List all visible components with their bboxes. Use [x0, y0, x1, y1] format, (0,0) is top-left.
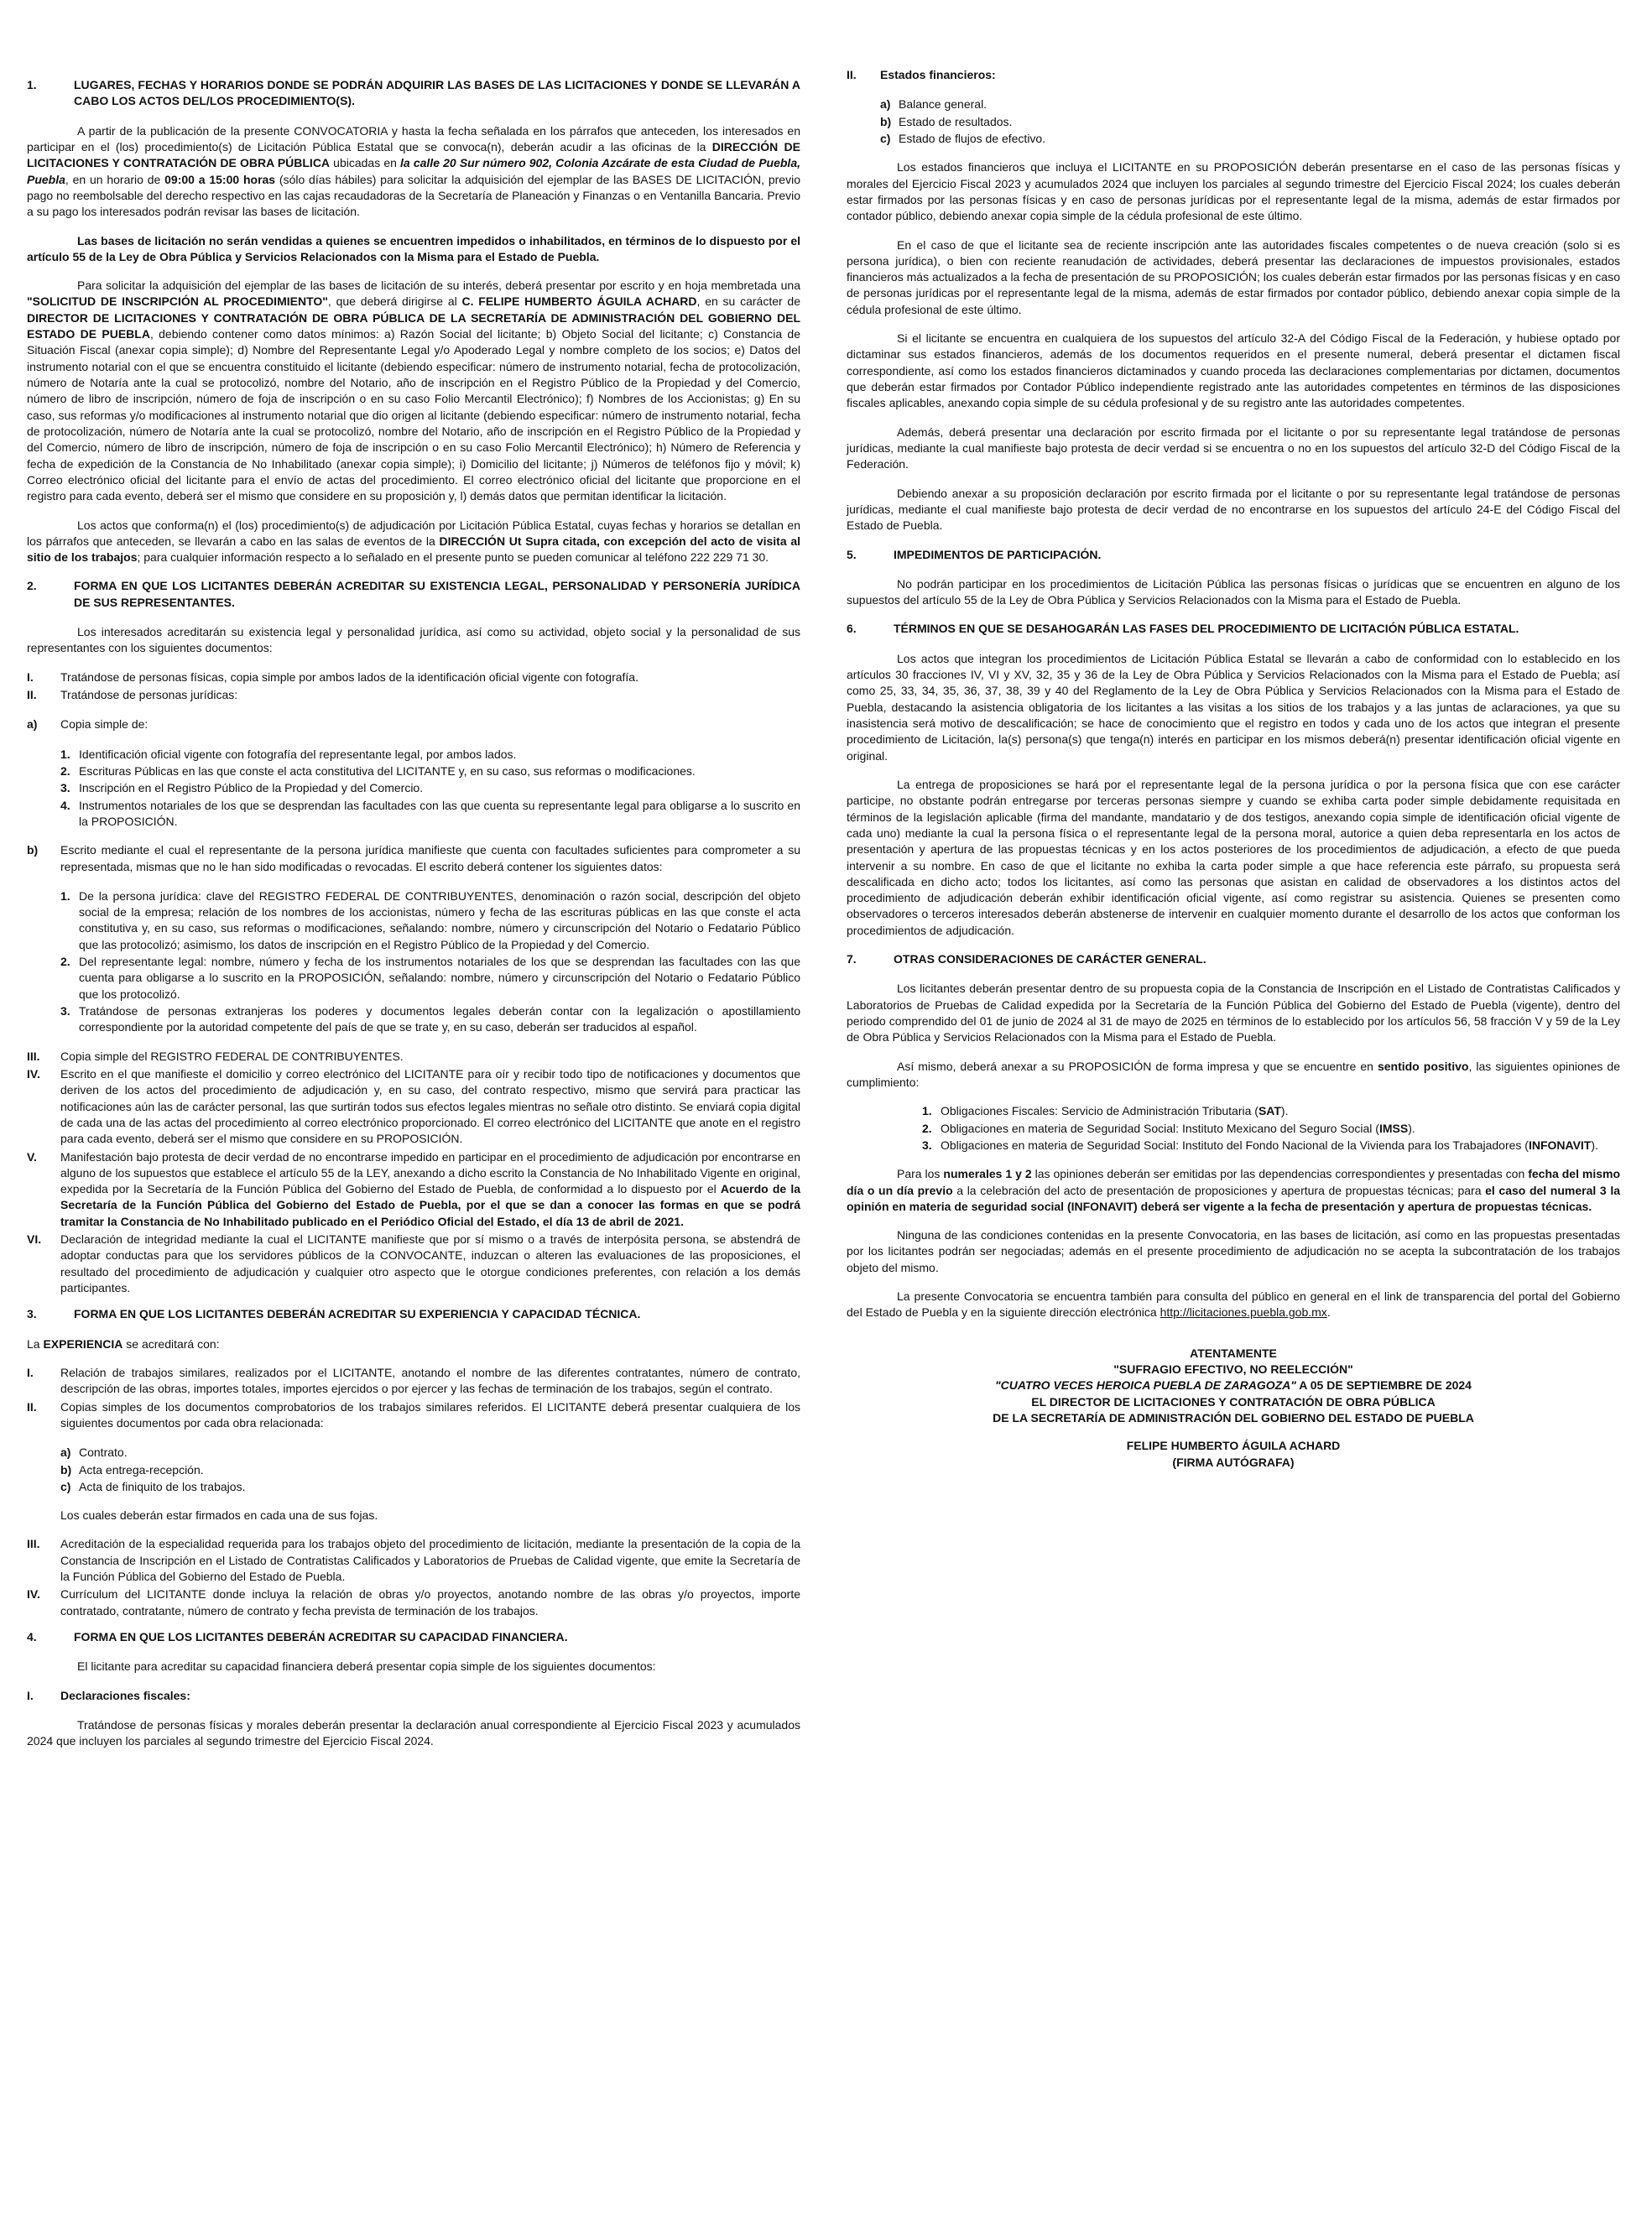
section-7-heading: 7. OTRAS CONSIDERACIONES DE CARÁCTER GENERAL.: [847, 952, 1206, 966]
list-item: a) Copia simple de:: [27, 717, 149, 732]
list-item: I. Tratándose de personas físicas, copia simple por ambos lados de la identificación oficial vigente con fotografía.: [27, 669, 638, 684]
section-1-heading: 1. LUGARES, FECHAS Y HORARIOS DONDE SE PODRÁN ADQUIRIR LAS BASES DE LAS LICITACIONES Y DONDE SE LLEVARÁN A CABO LOS ACTOS DEL/LOS PROCEDIMIENTO(S).: [27, 78, 800, 108]
financial-paragraph-5: Debiendo anexar a su proposición declaración por escrito firmada por el licitante o por su representante legal tratándose de personas jurídicas, mediante el cual manifieste bajo protesta de decir verdad de no encontrarse en los supuestos del artículo 24-E del Código Fiscal del Estado de Puebla.: [847, 486, 1620, 533]
section-6-heading: 6. TÉRMINOS EN QUE SE DESAHOGARÁN LAS FASES DEL PROCEDIMIENTO DE LICITACIÓN PÚBLICA ESTATAL.: [847, 622, 1519, 636]
list-item: 2. Obligaciones en materia de Seguridad Social: Instituto Mexicano del Seguro Social (IMSS).: [922, 1121, 1415, 1135]
financial-paragraph-2: En el caso de que el licitante sea de reciente inscripción ante las autoridades fiscales competentes o de nueva creación (solo si es persona jurídica), o bien con reciente reanudación de actividades, deberá presentar las declaraciones de impuestos provisionales, estados financieros más actualizados a la fecha de presentación de su PROPOSICIÓN; los cuales deberán estar firmados por las personas físicas y en caso de personas jurídicas por el representante legal de la misma, además de estar firmados por contador público, debiendo anexar copia simple de la cédula profesional de este último.: [847, 237, 1620, 316]
section-7-paragraph-5: La presente Convocatoria se encuentra también para consulta del público en general en el link de transparencia del portal del Gobierno del Estado de Puebla y en la siguiente dirección electrónica http://licitaciones.puebla.gob.mx.: [847, 1289, 1620, 1320]
list-item: 1. Obligaciones Fiscales: Servicio de Administración Tributaria (SAT).: [922, 1104, 1289, 1118]
list-item: I. Relación de trabajos similares, realizados por el LICITANTE, anotando el nombre de las diferentes contratantes, número de contrato, descripción de las obras, importes totales, importes ejercidos o por ejercer y las fechas de terminación de los trabajos, según el contrato.: [27, 1365, 800, 1396]
list-item: 4. Instrumentos notariales de los que se desprendan las facultades con las que cuenta su representante legal para obligarse a lo suscrito en la PROPOSICIÓN.: [60, 798, 800, 828]
list-item: b) Acta entrega-recepción.: [60, 1462, 204, 1477]
financial-paragraph-3: Si el licitante se encuentra en cualquiera de los supuestos del artículo 32-A del Código Fiscal de la Federación, y hubiese optado por dictaminar sus estados financieros, además de los documentos requeridos en el presente numeral, deberá presentar el dictamen fiscal correspondiente, así como los estados financieros dictaminados y cuando proceda las declaraciones complementarias por dictamen, documentos que deberán estar firmados por Contador Público independiente registrado ante las autoridades competentes en términos de las disposiciones fiscales aplicables, anexando copia simple de su cédula profesional y de su registro ante las autoridades competentes.: [847, 331, 1620, 410]
section-1-paragraph-4: Los actos que conforma(n) el (los) procedimiento(s) de adjudicación por Licitación Pública Estatal, cuyas fechas y horarios se detallan en los párrafos que anteceden, se llevarán a cabo en las salas de eventos de la DIRECCIÓN Ut Supra citada, con excepción del acto de visita al sitio de los trabajos; para cualquier información respecto a lo señalado en el presente punto se pueden comunicar al teléfono 222 229 71 30.: [27, 518, 800, 565]
section-6-paragraph-2: La entrega de proposiciones se hará por el representante legal de la persona jurídica o por la persona física que con ese carácter participe, no obstante podrán entregarse por terceras personas siempre y cuando se exhiba carta poder simple debidamente requisitada en términos de la legislación aplicable (firma del mandante, mandatario y de dos testigos, anexando copia simple de identificación oficial vigente de cada uno) mediante la cual la persona física o el representante legal de la persona moral, autorice a quien deba representarla en los actos de presentación y apertura de las propuestas técnicas y en los actos posteriores de los procedimientos de adjudicación, a efecto de que pueda intervenir a su nombre. En caso de que el licitante no exhiba la carta poder simple a que hace referencia este párrafo, su propuesta será descalificada en dicho acto; todos los licitantes, así como las personas que asistan en calidad de observadores a los distintos actos del procedimiento de adjudicación deberán exhibir identificación oficial vigente, así como registrar su asistencia. Quienes se presenten como observadores o terceros interesados deberán abstenerse de intervenir en cualquier momento durante el desarrollo de los actos que conforman los procedimientos de adjudicación.: [847, 777, 1620, 937]
section-4-heading: 4. FORMA EN QUE LOS LICITANTES DEBERÁN ACREDITAR SU CAPACIDAD FINANCIERA.: [27, 1630, 568, 1643]
list-item: II. Copias simples de los documentos comprobatorios de los trabajos similares referidos. El LICITANTE deberá presentar cualquiera de los siguientes documentos por cada obra relacionada:: [27, 1399, 800, 1430]
financial-paragraph-4: Además, deberá presentar una declaración por escrito firmada por el licitante o por su representante legal tratándose de personas jurídicas, mediante la cual manifieste bajo protesta de decir verdad si se encuentra o no en los supuestos del artículo 32-D del Código Fiscal de la Federación.: [847, 425, 1620, 471]
list-item: 3. Tratándose de personas extranjeras los poderes y documentos legales deberán contar con la legalización o apostillamiento correspondiente por la autoridad competente del país de que se trate y, en su caso, deberán ser traducidos al español.: [60, 1004, 800, 1034]
section-4-intro: El licitante para acreditar su capacidad financiera deberá presentar copia simple de los siguientes documentos:: [77, 1659, 656, 1674]
transparency-link[interactable]: http://licitaciones.puebla.gob.mx: [1160, 1305, 1327, 1320]
signature-block: ATENTAMENTE "SUFRAGIO EFECTIVO, NO REELECCIÓN" "CUATRO VECES HEROICA PUEBLA DE ZARAGOZA" A 05 DE SEPTIEMBRE DE 2024 EL DIRECTOR DE LICITACIONES Y CONTRATACIÓN DE OBRA PÚBLICA DE LA SECRETARÍA DE ADMINISTRACIÓN DEL GOBIERNO DEL ESTADO DE PUEBLA FELIPE HUMBERTO ÁGUILA ACHARD (FIRMA AUTÓGRAFA): [847, 1346, 1620, 1471]
section-7-paragraph-4: Ninguna de las condiciones contenidas en la presente Convocatoria, en las bases de licitación, así como en las propuestas presentadas por los licitantes podrán ser negociadas; además en el presente procedimiento de adjudicación no se acepta la subcontratación de los trabajos objeto del mismo.: [847, 1228, 1620, 1274]
list-item: b) Escrito mediante el cual el representante de la persona jurídica manifieste que cuenta con facultades suficientes para comprometer a su representada, mismas que no le han sido modificadas o revocadas. El escrito deberá contener los siguientes datos:: [27, 843, 800, 873]
sublist-financial: [847, 96, 1620, 147]
section-1-paragraph-1: A partir de la publicación de la presente CONVOCATORIA y hasta la fecha señalada en los párrafos que anteceden, los interesados en participar en el (los) procedimiento(s) de Licitación Pública Estatal que se convoca(n), deberán acudir a las oficinas de la DIRECCIÓN DE LICITACIONES Y CONTRATACIÓN DE OBRA PÚBLICA ubicadas en la calle 20 Sur número 902, Colonia Azcárate de esta Ciudad de Puebla, Puebla, en un horario de 09:00 a 15:00 horas (sólo días hábiles) para solicitar la adquisición del ejemplar de las BASES DE LICITACIÓN, previo pago no reembolsable del derecho respectivo en las cajas recaudadoras de la Secretaría de Planeación y Finanzas o en Ventanilla Bancaria. Previo a su pago los interesados podrán revisar las bases de licitación.: [27, 123, 800, 219]
section-2-heading: 2. FORMA EN QUE LOS LICITANTES DEBERÁN ACREDITAR SU EXISTENCIA LEGAL, PERSONALIDAD Y PERSONERÍA JURÍDICA DE SUS REPRESENTANTES.: [27, 579, 800, 609]
document-page: [27, 67, 1621, 2202]
list-item: 2. Del representante legal: nombre, número y fecha de los instrumentos notariales de los que se desprendan las facultades con las que cuenta para obligarse a lo suscrito en la PROPOSICIÓN, señalando: nombre, número y circunscripción del Notario o Fedatario Público que los protocolizó.: [60, 955, 800, 1001]
list-item: 1. De la persona jurídica: clave del REGISTRO FEDERAL DE CONTRIBUYENTES, denominación o razón social, descripción del objeto social de la empresa; relación de los nombres de los accionistas, número y fecha de las escrituras públicas en las que conste el acta constitutiva y, en su caso, sus reformas o modificaciones, señalando: nombre, número y circunscripción del Notario o Fedatario Público que las protocolizó; asimismo, los datos de inscripción en el Registro Público de la Propiedad y del Comercio.: [60, 888, 800, 951]
section-7-paragraph-3: Para los numerales 1 y 2 las opiniones deberán ser emitidas por las dependencias correspondientes y presentadas con fecha del mismo día o un día previo a la celebración del acto de presentación de proposiciones y apertura de propuestas técnicas; para el caso del numeral 3 la opinión en materia de seguridad social (INFONAVIT) deberá ser vigente a la fecha de presentación y apertura de propuestas técnicas.: [847, 1167, 1621, 1213]
section-5-heading: 5. IMPEDIMENTOS DE PARTICIPACIÓN.: [847, 547, 1102, 561]
list-item: V. Manifestación bajo protesta de decir verdad de no encontrarse impedido en participar en el procedimiento de adjudicación por encontrarse en alguno de los supuestos que establece el artículo 55 de la LEY, anexando a dicho escrito la Constancia de No Inhabilitado Vigente en original, expedida por la Secretaría de la Función Pública del Gobierno del Estado de Puebla, de conformidad a lo dispuesto por el Acuerdo de la Secretaría de la Función Pública del Gobierno del Estado de Puebla, por el que se dan a conocer las formas en que se podrá tramitar la Constancia de No Inhabilitado publicado en el Periódico Oficial del Estado, el día 13 de abril de 2021.: [27, 1149, 800, 1228]
section-4-paragraph: Tratándose de personas físicas y morales deberán presentar la declaración anual correspondiente al Ejercicio Fiscal 2023 y acumulados 2024 que incluyen los parciales al segundo trimestre del Ejercicio Fiscal 2024.: [27, 1717, 800, 1748]
financial-paragraph-1: Los estados financieros que incluya el LICITANTE en su PROPOSICIÓN deberán presentarse en el caso de las personas físicas y morales del Ejercicio Fiscal 2023 y acumulados 2024 que incluyen los parciales al segundo trimestre del Ejercicio Fiscal 2024; los cuales deberán estar firmados por las personas físicas y en caso de personas jurídicas por el representante legal de la misma, además de estar firmados por contador público, debiendo anexar copia simple de la cédula profesional de este último.: [847, 160, 1620, 223]
list-item: 2. Escrituras Públicas en las que conste el acta constitutiva del LICITANTE y, en su caso, sus reformas o modificaciones.: [60, 763, 696, 778]
list-item: 1. Identificación oficial vigente con fotografía del representante legal, por ambos lados.: [60, 747, 517, 761]
left-column: [27, 67, 800, 2202]
list-item: VI. Declaración de integridad mediante la cual el LICITANTE manifieste que por sí mismo o a través de interpósita persona, se abstendrá de adoptar conductas para que los servidores públicos de la CONVOCANTE, induzcan o alteren las evaluaciones de las proposiciones, el resultado del procedimiento de adjudicación y cualquier otro aspecto que le otorgue condiciones preferentes, con relación a los demás participantes.: [27, 1232, 800, 1294]
section-3-heading: 3. FORMA EN QUE LOS LICITANTES DEBERÁN ACREDITAR SU EXPERIENCIA Y CAPACIDAD TÉCNICA.: [27, 1307, 641, 1321]
firm-note: Los cuales deberán estar firmados en cada una de sus fojas.: [60, 1508, 378, 1523]
list-item: a) Balance general.: [880, 97, 988, 112]
list-item: II. Tratándose de personas jurídicas:: [27, 688, 238, 701]
section-6-paragraph-1: Los actos que integran los procedimientos de Licitación Pública Estatal se llevarán a cabo de conformidad con lo establecido en los artículos 30 fracciones IV, VI y XV, 32, 35 y 36 de la Ley de Obra Pública y Servicios Relacionados con la Misma para el Estado de Puebla; así como 25, 33, 34, 35, 36, 37, 38, 39 y 40 del Reglamento de la Ley de Obra Pública y Servicios Relacionados con la Misma para el Estado de Puebla, destacando la asistencia obligatoria de los licitantes a las visitas a los sitios de los trabajos y a las juntas de aclaraciones, ya que su inasistencia será motivo de descalificación; se hace de conocimiento que el registro en todos y cada uno de los actos que integran el presente procedimiento de Licitación, la(s) persona(s) que tenga(n) interés en participar en los mismos deberá(n) presentar identificación oficial vigente en original.: [847, 651, 1620, 763]
section-7-paragraph-1: Los licitantes deberán presentar dentro de su propuesta copia de la Constancia de Inscripción en el Listado de Contratistas Calificados y Laboratorios de Pruebas de Calidad expedida por la Secretaría de la Función Pública del Gobierno del Estado de Puebla (vigente), dentro del periodo comprendido del 01 de junio de 2024 al 31 de mayo de 2025 en términos de lo establecido por los artículos 56, 58 fracción V y 59 de la Ley de Obra Pública y Servicios Relacionados con la Misma para el Estado de Puebla.: [847, 982, 1620, 1044]
sublist-a: [27, 747, 800, 831]
list-item: 3. Obligaciones en materia de Seguridad Social: Instituto del Fondo Nacional de la Vivienda para los Trabajadores (INFONAVIT).: [922, 1138, 1598, 1152]
list-item: a) Contrato.: [60, 1445, 128, 1460]
section-2-intro: Los interesados acreditarán su existencia legal y personalidad jurídica, así como su actividad, objeto social y la personalidad de sus representantes con los siguientes documentos:: [27, 625, 800, 655]
signer-name: FELIPE HUMBERTO ÁGUILA ACHARD: [1126, 1439, 1341, 1453]
list-item: II. Estados financieros:: [847, 68, 996, 81]
list-item: III. Copia simple del REGISTRO FEDERAL DE CONTRIBUYENTES.: [27, 1049, 404, 1063]
list-item: I. Declaraciones fiscales:: [27, 1688, 190, 1702]
list-item: c) Acta de finiquito de los trabajos.: [60, 1479, 246, 1493]
section-3-intro: La EXPERIENCIA se acreditará con:: [27, 1336, 220, 1351]
list-item: b) Estado de resultados.: [880, 114, 1013, 128]
section-1-paragraph-2: Las bases de licitación no serán vendidas a quienes se encuentren impedidos o inhabilitados, en términos de lo dispuesto por el artículo 55 de la Ley de Obra Pública y Servicios Relacionados con la Misma para el Estado de Puebla.: [27, 233, 800, 263]
list-item: IV. Escrito en el que manifieste el domicilio y correo electrónico del LICITANTE para oír y recibir todo tipo de notificaciones y documentos que deriven de los actos del procedimiento de adjudicación y, en su caso, del contrato respectivo, mismo que servirá para practicar las notificaciones aún las de carácter personal, las que surtirán todos sus efectos legales mientras no señale otro distinto. Se enviará copia digital de cada una de las actas del procedimiento al correo electrónico proporcionado. El correo electrónico del LICITANTE que anote en el registro para cada evento, deberá ser el mismo que considere en su PROPOSICIÓN.: [27, 1066, 800, 1146]
section-5-paragraph: No podrán participar en los procedimientos de Licitación Pública las personas físicas o jurídicas que se encuentren en alguno de los supuestos del artículo 55 de la Ley de Obra Pública y Servicios Relacionados con la Misma para el Estado de Puebla.: [847, 576, 1620, 607]
list-item: 3. Inscripción en el Registro Público de la Propiedad y del Comercio.: [60, 781, 424, 795]
list-item: c) Estado de flujos de efectivo.: [880, 131, 1046, 145]
list-item: III. Acreditación de la especialidad requerida para los trabajos objeto del procedimiento de licitación, mediante la presentación de la copia de la Constancia de Inscripción en el Listado de Contratistas Calificados y Laboratorios de Pruebas de Calidad vigente, que emite la Secretaría de la Función Pública del Gobierno del Estado de Puebla.: [27, 1537, 800, 1584]
sublist-b: [27, 888, 800, 1036]
opinions-list: [847, 1103, 1620, 1154]
right-column: [847, 67, 1620, 2202]
section-1-paragraph-3: Para solicitar la adquisición del ejemplar de las bases de licitación de su interés, deberá presentar por escrito y en hoja membretada una "SOLICITUD DE INSCRIPCIÓN AL PROCEDIMIENTO", que deberá dirigirse al C. FELIPE HUMBERTO ÁGUILA ACHARD, en su carácter de DIRECTOR DE LICITACIONES Y CONTRATACIÓN DE OBRA PÚBLICA DE LA SECRETARÍA DE ADMINISTRACIÓN DEL GOBIERNO DEL ESTADO DE PUEBLA, debiendo contener como datos mínimos: a) Razón Social del licitante; b) Objeto Social del licitante; c) Constancia de Situación Fiscal (anexar copia simple); d) Nombre del Representante Legal y/o Apoderado Legal y nombre completo de los socios; e) Datos del instrumento notarial con el que se encuentra constituido el licitante (debiendo especificar: número de instrumento notarial, fecha de protocolización, número de Notaría ante la cual se protocolizó, nombre del Notario, año de inscripción en el Registro Público de la Propiedad y del Comercio, número de libro de inscripción, número de foja de inscripción o en su caso Folio Mercantil Electrónico); f) Nombres de los Accionistas; g) En su caso, sus reformas y/o modificaciones al instrumento notarial que dio origen al licitante (debiendo especificar: número de instrumento notarial, fecha de protocolización, número de Notaría ante la cual se protocolizó, nombre del Notario, año de inscripción en el Registro Público de la Propiedad y del Comercio, número de libro de inscripción, número de foja de inscripción o en su caso Folio Mercantil Electrónico); h) Número de Referencia y fecha de expedición de la Constancia de No Inhabilitado (anexar copia simple); i) Domicilio del licitante; j) Números de teléfonos fijo y móvil; k) Correo electrónico oficial del licitante para el envío de actas del procedimiento. El correo electrónico oficial del licitante que proporcione en el registro para cada evento, deberá ser el mismo que considere en su proposición y, l) demás datos que permitan identificar la licitación.: [27, 279, 801, 503]
section-7-paragraph-2: Así mismo, deberá anexar a su PROPOSICIÓN de forma impresa y que se encuentre en sentido positivo, las siguientes opiniones de cumplimiento:: [847, 1059, 1620, 1089]
sublist-abc: [27, 1445, 800, 1495]
list-item: IV. Currículum del LICITANTE donde incluya la relación de obras y/o proyectos, anotando nombre de las obras y/o proyectos, importe contratado, contratante, número de contrato y fecha prevista de terminación de los trabajos.: [27, 1587, 800, 1617]
